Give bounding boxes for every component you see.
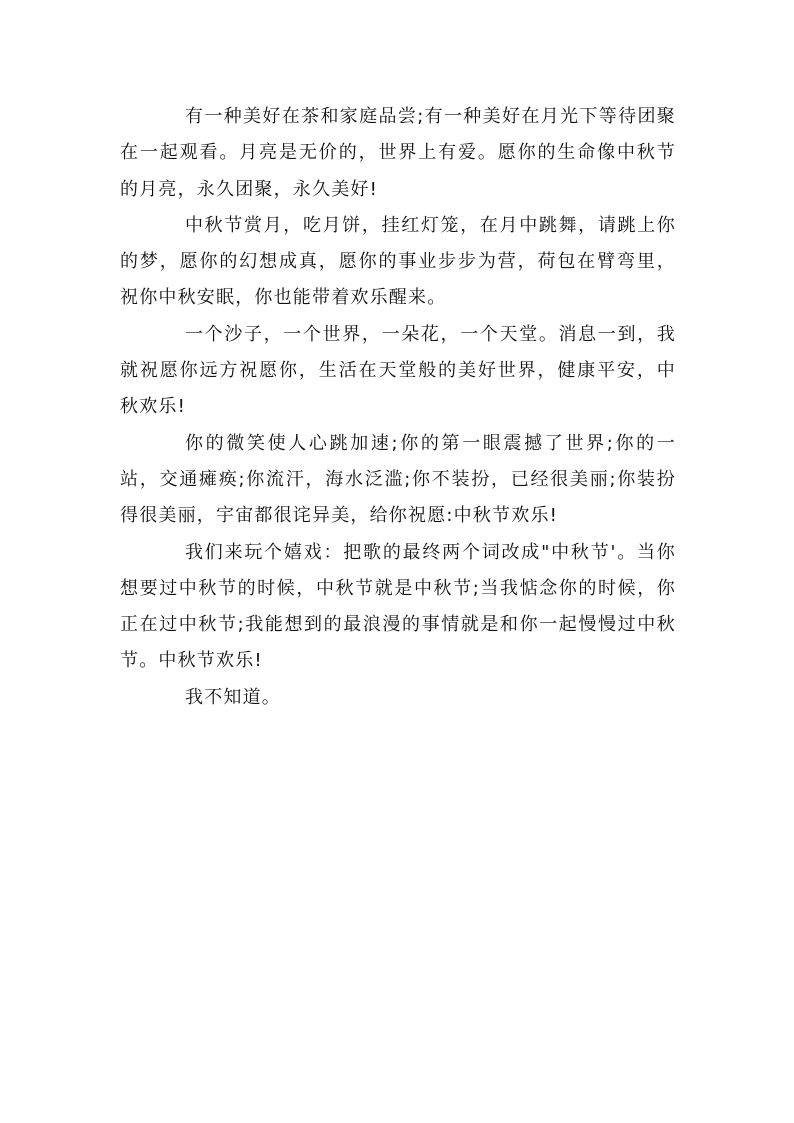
paragraph-4: 你的微笑使人心跳加速;你的第一眼震撼了世界;你的一站，交通瘫痪;你流汗，海水泛滥;你不装扮，已经很美丽;你装扮得很美丽，宇宙都很诧异美，给你祝愿:中秋节欢乐!	[120, 432, 676, 527]
paragraph-5: 我们来玩个嬉戏：把歌的最终两个词改成"中秋节'。当你想要过中秋节的时候，中秋节就是中秋节;当我惦念你的时候，你正在过中秋节;我能想到的最浪漫的事情就是和你一起慢慢过中秋节。中秋节欢乐!	[120, 541, 676, 672]
paragraph-1: 有一种美好在茶和家庭品尝;有一种美好在月光下等待团聚在一起观看。月亮是无价的，世界上有爱。愿你的生命像中秋节的月亮，永久团聚，永久美好!	[120, 106, 676, 200]
document-body	[120, 99, 676, 716]
paragraph-6: 我不知道。	[185, 686, 281, 708]
paragraph-2: 中秋节赏月，吃月饼，挂红灯笼，在月中跳舞，请跳上你的梦，愿你的幻想成真，愿你的事业步步为营，荷包在臂弯里，祝你中秋安眠，你也能带着欢乐醒来。	[120, 214, 676, 309]
paragraph-3: 一个沙子，一个世界，一朵花，一个天堂。消息一到，我就祝愿你远方祝愿你，生活在天堂般的美好世界，健康平安，中秋欢乐!	[120, 323, 676, 418]
